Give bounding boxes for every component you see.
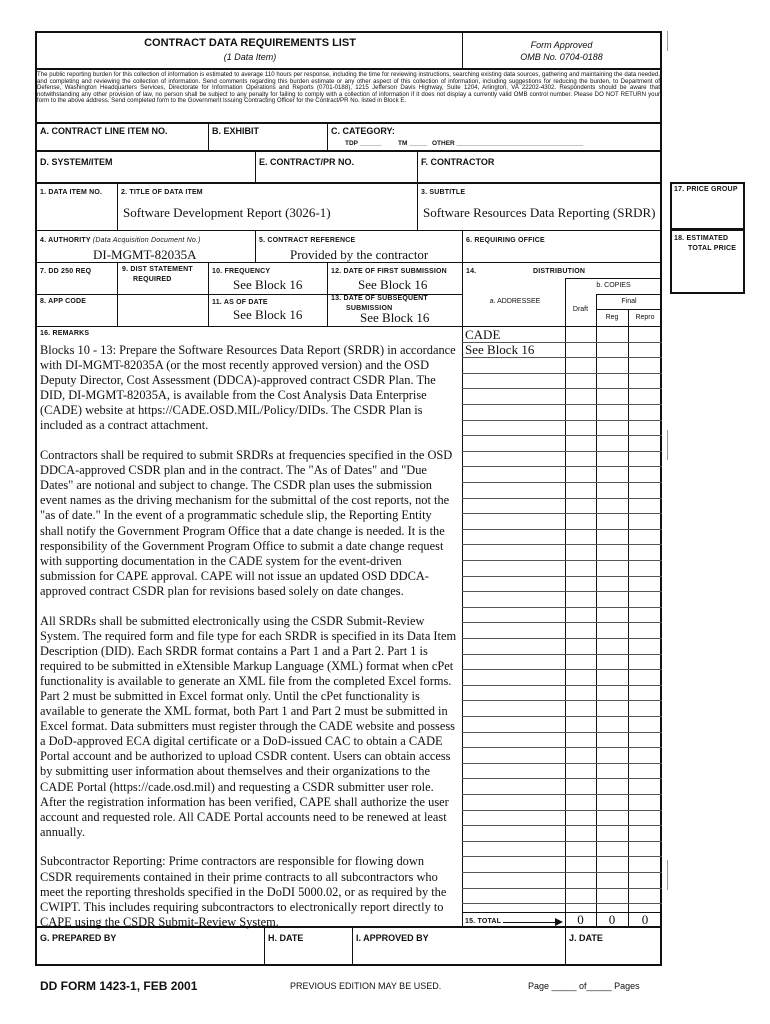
distribution-row[interactable] xyxy=(462,513,662,514)
block-i-label: I. APPROVED BY xyxy=(356,933,429,943)
category-other[interactable]: OTHER ___________________________________ xyxy=(432,140,584,147)
block-g-label: G. PREPARED BY xyxy=(40,933,117,943)
distribution-row[interactable] xyxy=(462,451,662,452)
omb-number: OMB No. 0704-0188 xyxy=(520,52,603,62)
authority-label: 4. AUTHORITY xyxy=(40,237,91,244)
distribution-title: DISTRIBUTION xyxy=(533,268,586,275)
distribution-row[interactable] xyxy=(462,763,662,764)
authority-value[interactable]: DI-MGMT-82035A xyxy=(93,247,197,262)
form-subtitle: (1 Data Item) xyxy=(223,52,277,62)
distribution-row[interactable] xyxy=(462,903,662,904)
remarks-text[interactable] xyxy=(40,343,458,944)
previous-edition: PREVIOUS EDITION MAY BE USED. xyxy=(290,981,442,991)
distribution-row[interactable] xyxy=(462,716,662,717)
distribution-row[interactable] xyxy=(462,638,662,639)
remarks-paragraph-4: Subcontractor Reporting: Prime contractors are responsible for flowing down CSDR requirements contained in their prime contracts to all subcontractors who meet the reporting thresholds specified in the DoDI 5000.02, or as required by the CWIPT. This includes requiring subcontractors to electronically report directly to CAPE using the CSDR Submit-Review System. xyxy=(40,854,447,929)
category-tm[interactable]: TM _____ xyxy=(398,140,428,147)
distribution-row[interactable] xyxy=(462,669,662,670)
addressee-see-block[interactable]: See Block 16 xyxy=(465,342,535,357)
distribution-row[interactable] xyxy=(462,888,662,889)
data-item-title[interactable]: Software Development Report (3026-1) xyxy=(123,205,331,220)
distribution-row[interactable] xyxy=(462,856,662,857)
arrow-head-icon xyxy=(555,918,563,926)
subsequent-submission-value[interactable]: See Block 16 xyxy=(360,310,430,325)
final-label: Final xyxy=(621,298,637,305)
addressee-cade[interactable]: CADE xyxy=(465,327,501,342)
copies-label: b. COPIES xyxy=(596,282,631,289)
block-a-label: A. CONTRACT LINE ITEM NO. xyxy=(40,126,168,136)
distribution-row[interactable] xyxy=(462,654,662,655)
field-12-label: 12. DATE OF FIRST SUBMISSION xyxy=(331,268,447,275)
block-e-label: E. CONTRACT/PR NO. xyxy=(259,157,355,167)
distribution-row[interactable] xyxy=(462,778,662,779)
field-4-label xyxy=(40,237,201,244)
as-of-date-value[interactable]: See Block 16 xyxy=(233,307,303,322)
distribution-row[interactable] xyxy=(462,591,662,592)
first-submission-value[interactable]: See Block 16 xyxy=(358,277,428,292)
distribution-row[interactable] xyxy=(462,373,662,374)
field-13-label2: SUBMISSION xyxy=(346,305,393,312)
distribution-row[interactable] xyxy=(462,622,662,623)
field-16-label: 16. REMARKS xyxy=(40,330,90,337)
block-j-label: J. DATE xyxy=(569,933,603,943)
field-6-label: 6. REQUIRING OFFICE xyxy=(466,237,545,244)
distribution-row[interactable] xyxy=(462,841,662,842)
distribution-row[interactable] xyxy=(462,357,662,358)
field-5-label: 5. CONTRACT REFERENCE xyxy=(259,237,356,244)
remarks-paragraph-1: Blocks 10 - 13: Prepare the Software Resources Data Report (SRDR) in accordance with DI-MGMT-82035A (or the most recently approved version) and the OSD Deputy Director, Cost Assessment (DDCA)-approved contract CSDR Plan. The DID, DI-MGMT-82035A, is available from the Cost Analysis Data Enterprise (CADE) website at https://CADE.OSD.MIL/Policy/DIDs. The CSDR Plan is included as a contract attachment. xyxy=(40,343,456,433)
distribution-row[interactable] xyxy=(462,700,662,701)
distribution-row[interactable] xyxy=(462,435,662,436)
field-10-label: 10. FREQUENCY xyxy=(212,268,271,275)
form-title: CONTRACT DATA REQUIREMENTS LIST xyxy=(144,37,356,49)
field-9-label2: REQUIRED xyxy=(133,276,172,283)
distribution-row[interactable] xyxy=(462,872,662,873)
estimated-price-label: 18. ESTIMATED xyxy=(674,235,729,242)
distribution-row[interactable] xyxy=(462,810,662,811)
contract-reference-value[interactable]: Provided by the contractor xyxy=(290,247,429,262)
reg-label: Reg xyxy=(605,314,619,321)
distribution-row[interactable] xyxy=(462,544,662,545)
field-14-label: 14. xyxy=(466,268,477,275)
block-h-label: H. DATE xyxy=(268,933,304,943)
remarks-paragraph-2: Contractors shall be required to submit SRDRs at frequencies specified in the OSD DDCA-approved CSDR plan and in the contract. The "As of Dates" and "Due Dates" are notional and subject to change. The CSDR plan uses the submission event names as the driving mechanism for the submittal of the cost reports, not the "as of date." In the event of a programmatic schedule slip, the Reporting Entity shall notify the Government Program Office that a date change is needed. It is the responsibility of the Government Program Office to submit a date change request with supporting documentation in the CADE system for the event-driven submission for CAPE approval. CAPE will not issue an updated OSD DDCA-approved contract CSDR plan for revisions based solely on date changes. xyxy=(40,448,453,598)
distribution-row[interactable] xyxy=(462,498,662,499)
page-count: Page _____ of_____ Pages xyxy=(528,981,640,991)
estimated-price-label2: TOTAL PRICE xyxy=(688,245,737,252)
distribution-row[interactable] xyxy=(462,732,662,733)
distribution-row[interactable] xyxy=(462,747,662,748)
distribution-row[interactable] xyxy=(462,794,662,795)
distribution-row[interactable] xyxy=(462,482,662,483)
field-7-label: 7. DD 250 REQ xyxy=(40,268,92,275)
remarks-paragraph-3: All SRDRs shall be submitted electronically using the CSDR Submit-Review System. The required form and file type for each SRDR is specified in its Data Item Description (DID). Each SRDR format contains a Part 1 and a Part 2. Part 1 is required to be submitted in eXtensible Markup Language (XML) format when cPet functionality is available to generate an XML file from the completed Excel forms. Part 2 must be submitted in Excel format only. Until the cPet functionality is available to generate the XML format, both Part 1 and Part 2 must be submitted in Excel format. Data submitters must register through the CADE website and possess a DoD-approved ECA digital certificate or a DoD-issued CAC to obtain a CADE Portal account and be authorized to upload CSDR content. Users can obtain access by submitting user information about themselves and their organizations to the CADE Portal (https://cade.osd.mil) and requesting a CSDR submitter user role. After the registration information has been verified, CAPE shall authorize the user account and requested role. All CADE Portal accounts need to be renewed at least annually. xyxy=(40,613,457,839)
total-reg[interactable]: 0 xyxy=(608,912,616,927)
distribution-row[interactable] xyxy=(462,685,662,686)
total-draft[interactable]: 0 xyxy=(577,912,584,927)
authority-sub: (Data Acquisition Document No.) xyxy=(92,237,201,244)
block-f-label: F. CONTRACTOR xyxy=(421,157,495,167)
field-9-label: 9. DIST STATEMENT xyxy=(122,266,193,273)
distribution-row[interactable] xyxy=(462,466,662,467)
form-approved-label: Form Approved xyxy=(530,40,593,50)
total-arrow-icon xyxy=(503,922,558,923)
category-tdp[interactable]: TDP ______ xyxy=(345,140,382,147)
field-15-label: 15. TOTAL xyxy=(465,918,502,925)
field-1-label: 1. DATA ITEM NO. xyxy=(40,189,103,196)
draft-label: Draft xyxy=(572,306,589,313)
field-11-label: 11. AS OF DATE xyxy=(212,299,268,306)
field-2-label: 2. TITLE OF DATA ITEM xyxy=(121,189,203,196)
frequency-value[interactable]: See Block 16 xyxy=(233,277,303,292)
distribution-row[interactable] xyxy=(462,560,662,561)
distribution-row[interactable] xyxy=(462,529,662,530)
burden-notice: The public reporting burden for this collection of information is estimated to average 110 hours per response, including the time for reviewing instructions, searching existing data sources, gathering and maintaining the data needed, and completing and reviewing the collection of information. Send comments regarding this burden estimate or any other aspect of this collection of information, including suggestions for reducing the burden, to Department of Defense, Washington Headquarters Services, Directorate for Information Operations and Reports (0701-0188), 1215 Jefferson Davis Highway, Suite 1204, Arlington, VA 22202-4302. Respondents should be aware that notwithstanding any other provision of law, no person shall be subject to any penalty for failing to comply with a collection of information if it does not display a currently valid OMB control number. Please DO NOT RETURN your form to the above address. Send completed form to the Government Issuing Contracting Officer for the Contract/PR No. listed in Block E. xyxy=(37,71,660,105)
distribution-row[interactable] xyxy=(462,404,662,405)
block-c-label: C. CATEGORY: xyxy=(331,126,395,136)
distribution-row[interactable] xyxy=(462,576,662,577)
distribution-row[interactable] xyxy=(462,825,662,826)
field-8-label: 8. APP CODE xyxy=(40,298,87,305)
field-3-label: 3. SUBTITLE xyxy=(421,189,466,196)
form-id: DD FORM 1423-1, FEB 2001 xyxy=(40,979,198,993)
distribution-row[interactable] xyxy=(462,342,662,343)
addressee-label: a. ADDRESSEE xyxy=(489,298,541,305)
block-b-label: B. EXHIBIT xyxy=(212,126,260,136)
total-repro[interactable]: 0 xyxy=(641,912,649,927)
distribution-row[interactable] xyxy=(462,607,662,608)
distribution-row[interactable] xyxy=(462,388,662,389)
subtitle-value[interactable]: Software Resources Data Reporting (SRDR) xyxy=(423,205,656,220)
price-group-label: 17. PRICE GROUP xyxy=(674,186,738,193)
distribution-row[interactable] xyxy=(462,420,662,421)
block-d-label: D. SYSTEM/ITEM xyxy=(40,157,113,167)
repro-label: Repro xyxy=(635,314,655,321)
field-13-label: 13. DATE OF SUBSEQUENT xyxy=(331,295,428,302)
